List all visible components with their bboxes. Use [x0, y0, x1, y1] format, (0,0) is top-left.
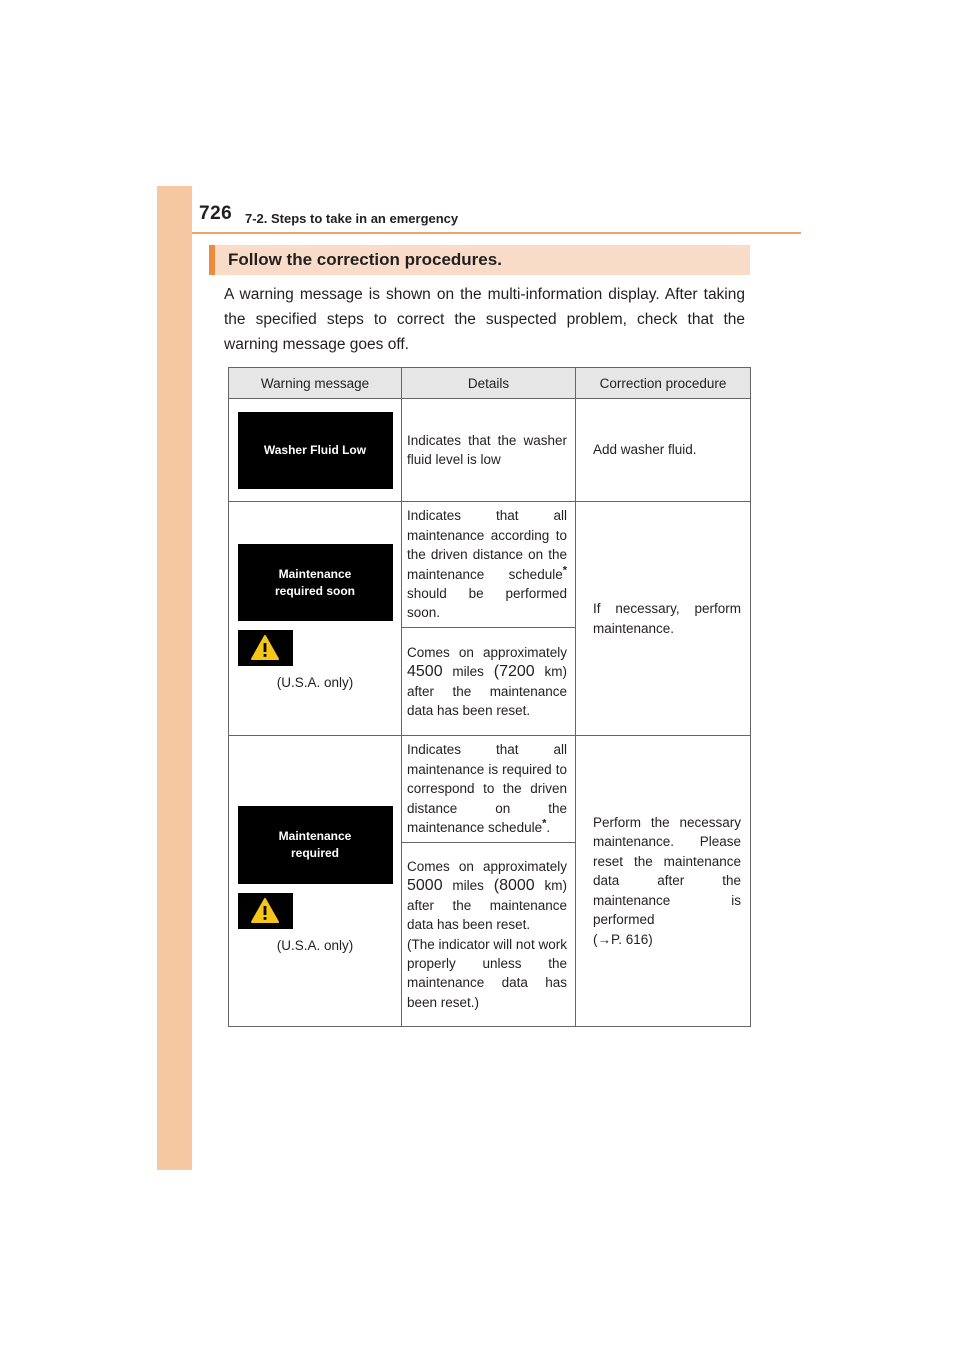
maintenance-required-soon-display: [238, 544, 393, 621]
procedure-cell: Add washer fluid.: [576, 399, 751, 502]
page-reference: (→P. 616): [593, 931, 653, 947]
warning-triangle-icon: [251, 635, 279, 661]
details-cell: Indicates that the washer fluid level is low: [402, 399, 576, 502]
table-row: [229, 736, 751, 843]
table-header-row: [229, 368, 751, 399]
warning-message-table: [228, 367, 751, 1027]
intro-paragraph: A warning message is shown on the multi-information display. After taking the specified steps to correct the suspected problem, check that the warning message goes off.: [224, 286, 745, 353]
details-cell: Indicates that all maintenance is required to correspond to the driven distance on the maintenance schedule*.: [402, 736, 576, 843]
table-row: [229, 502, 751, 628]
display-text-line2: required: [290, 846, 339, 861]
washer-fluid-low-display: [238, 412, 393, 489]
header-rule: [192, 232, 801, 234]
details-cell: Comes on approximately 5000 miles (8000 km) after the maintenance data has been reset. (The indicator will not work properly unless the maintenance data has been reset.): [402, 843, 576, 1027]
display-text-line1: Maintenance: [278, 566, 352, 581]
column-header-correction-procedure: Correction procedure: [576, 368, 751, 399]
column-header-details: Details: [402, 368, 576, 399]
page-number: 726: [199, 203, 233, 224]
procedure-cell: If necessary, perform maintenance.: [576, 502, 751, 736]
side-tab-strip: [157, 186, 192, 1170]
warning-message-cell: [229, 399, 402, 502]
section-title: 7-2. Steps to take in an emergency: [245, 211, 459, 226]
region-note: (U.S.A. only): [276, 675, 354, 691]
footnote-mark: *: [542, 817, 547, 830]
display-text-line2: required soon: [274, 583, 355, 598]
band-title: Follow the correction procedures.: [228, 250, 502, 269]
warning-triangle-icon: [251, 898, 279, 924]
warning-indicator: [238, 630, 293, 666]
column-header-warning-message: Warning message: [229, 368, 402, 399]
maintenance-required-display: [238, 806, 393, 884]
warning-message-cell: [229, 502, 402, 736]
procedure-cell: Perform the necessary maintenance. Please reset the maintenance data after the maintenance is performed (→P. 616): [576, 736, 751, 1027]
warning-indicator: [238, 893, 293, 929]
region-note: (U.S.A. only): [276, 938, 354, 954]
display-text-line1: Maintenance: [278, 829, 352, 844]
table-row: [229, 399, 751, 502]
footnote-mark: *: [562, 564, 567, 576]
details-cell: Indicates that all maintenance according to the driven distance on the maintenance schedule* should be performed soon.: [402, 502, 576, 628]
display-text: Washer Fluid Low: [263, 442, 367, 457]
warning-message-cell: [229, 736, 402, 1027]
section-band: [209, 245, 750, 275]
details-cell: Comes on approximately 4500 miles (7200 km) after the maintenance data has been reset.: [402, 628, 576, 736]
